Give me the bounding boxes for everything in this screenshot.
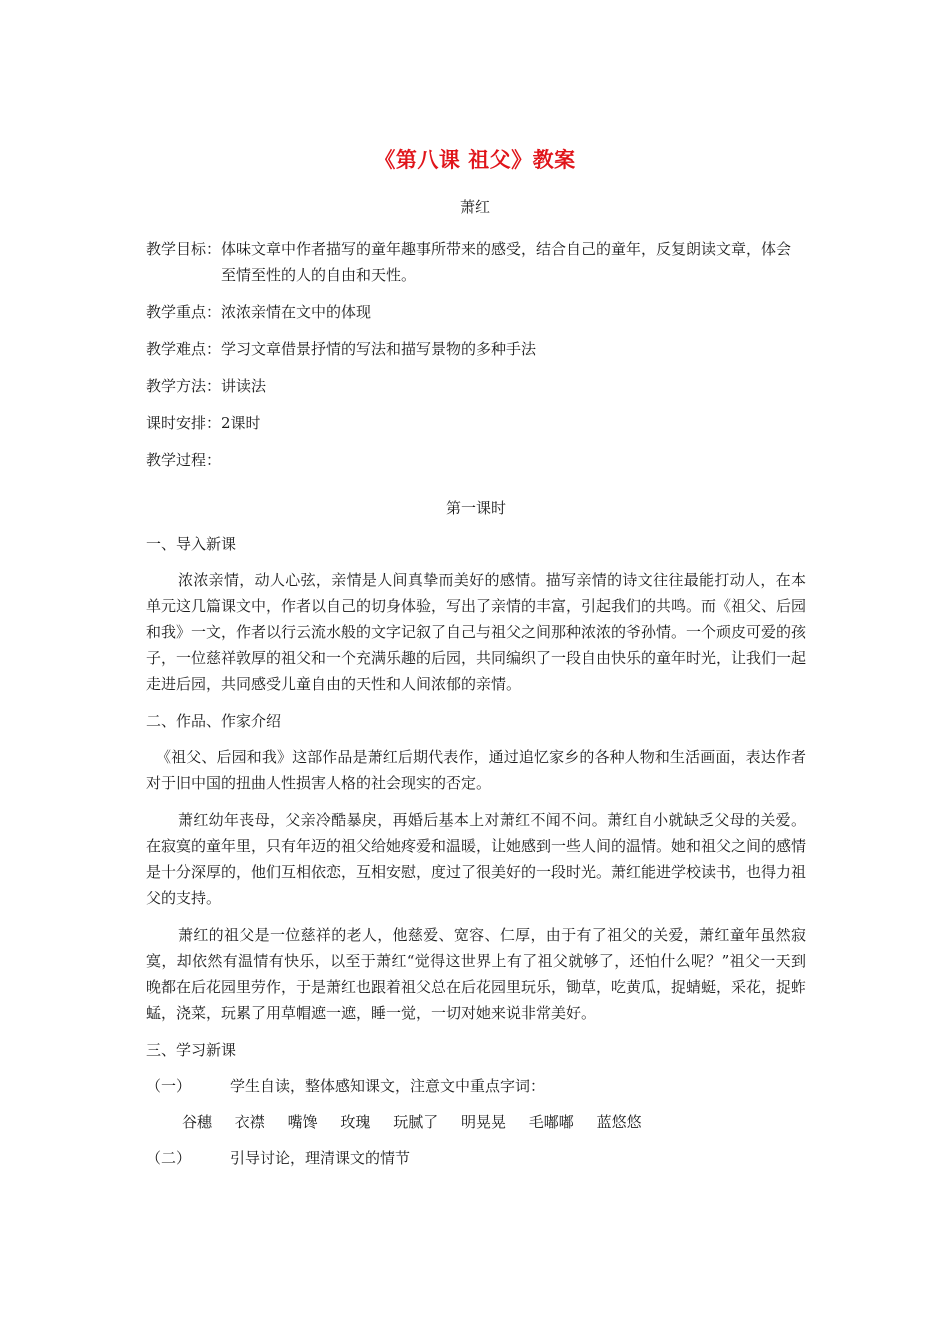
meta-label: 教学过程：	[146, 451, 222, 469]
meta-label: 教学重点：	[146, 303, 222, 321]
vocab-word: 玫瑰	[340, 1113, 371, 1131]
meta-key-point	[146, 299, 806, 325]
section-heading: 一、导入新课	[146, 535, 237, 553]
meta-schedule	[146, 410, 806, 436]
paragraph: 浓浓亲情，动人心弦，亲情是人间真挚而美好的感情。描写亲情的诗文往往最能打动人，在本单元这几篇课文中，作者以自己的切身体验，写出了亲情的丰富，引起我们的共鸣。而《祖父、后园和我》一文，作者以行云流水般的文字记叙了自己与祖父之间那种浓浓的爷孙情。一个顽皮可爱的孩子，一位慈祥敦厚的祖父和一个充满乐趣的后园，共同编织了一段自由快乐的童年时光，让我们一起走进后园，共同感受儿童自由的天性和人间浓郁的亲情。	[146, 571, 807, 693]
meta-value	[221, 447, 806, 473]
author-name: 萧红	[459, 198, 490, 216]
vocab-word: 衣襟	[234, 1113, 265, 1131]
meta-value: 讲读法	[221, 377, 267, 395]
vocab-word: 嘴馋	[287, 1113, 318, 1131]
vocabulary-list	[146, 1109, 806, 1135]
lesson-subtitle: 第一课时	[445, 499, 506, 517]
meta-value: 浓浓亲情在文中的体现	[221, 303, 372, 321]
meta-value: 2课时	[221, 414, 261, 432]
document-title: 《第八课 祖父》教案	[374, 148, 576, 172]
section-heading: 三、学习新课	[146, 1041, 237, 1059]
step-number: （二）	[146, 1149, 192, 1167]
paragraph: 萧红幼年丧母，父亲冷酷暴戾，再婚后基本上对萧红不闻不问。萧红自小就缺乏父母的关爱。在寂寞的童年里，只有年迈的祖父给她疼爱和温暖，让她感到一些人间的温情。她和祖父之间的感情是十分深厚的，他们互相依恋，互相安慰，度过了很美好的一段时光。萧红能进学校读书，也得力祖父的支持。	[146, 811, 807, 907]
meta-objective	[146, 236, 806, 288]
meta-label: 教学方法：	[146, 377, 222, 395]
vocab-word: 毛嘟嘟	[528, 1113, 574, 1131]
meta-difficulty	[146, 336, 806, 362]
step-number: （一）	[146, 1077, 192, 1095]
document-body	[146, 236, 806, 1181]
meta-label: 教学目标：	[146, 240, 222, 258]
step-one	[146, 1073, 806, 1099]
step-text: 学生自读，整体感知课文，注意文中重点字词：	[230, 1077, 546, 1095]
paragraph: 《祖父、后园和我》这部作品是萧红后期代表作，通过追忆家乡的各种人物和生活画面，表达作者对于旧中国的扭曲人性损害人格的社会现实的否定。	[146, 748, 806, 792]
section-heading: 二、作品、作家介绍	[146, 712, 282, 730]
vocab-word: 谷穗	[182, 1113, 213, 1131]
vocab-word: 明晃晃	[460, 1113, 506, 1131]
meta-label: 教学难点：	[146, 340, 222, 358]
step-text: 引导讨论，理清课文的情节	[230, 1149, 411, 1167]
vocab-word: 玩腻了	[393, 1113, 439, 1131]
meta-method	[146, 373, 806, 399]
vocab-word: 蓝悠悠	[596, 1113, 642, 1131]
meta-value: 体味文章中作者描写的童年趣事所带来的感受，结合自己的童年，反复朗读文章，体会至情至性的人的自由和天性。	[221, 240, 792, 284]
meta-value: 学习文章借景抒情的写法和描写景物的多种手法	[221, 340, 537, 358]
step-two	[146, 1145, 806, 1171]
paragraph: 萧红的祖父是一位慈祥的老人，他慈爱、宽容、仁厚，由于有了祖父的关爱，萧红童年虽然寂寞，却依然有温情有快乐，以至于萧红“觉得这世界上有了祖父就够了，还怕什么呢？”祖父一天到晚都在后花园里劳作，于是萧红也跟着祖父总在后花园里玩乐，锄草，吃黄瓜，捉蜻蜓，采花，捉蚱蜢，浇菜，玩累了用草帽遮一遮，睡一觉，一切对她来说非常美好。	[146, 926, 807, 1022]
meta-label: 课时安排：	[146, 414, 222, 432]
meta-process	[146, 447, 806, 473]
